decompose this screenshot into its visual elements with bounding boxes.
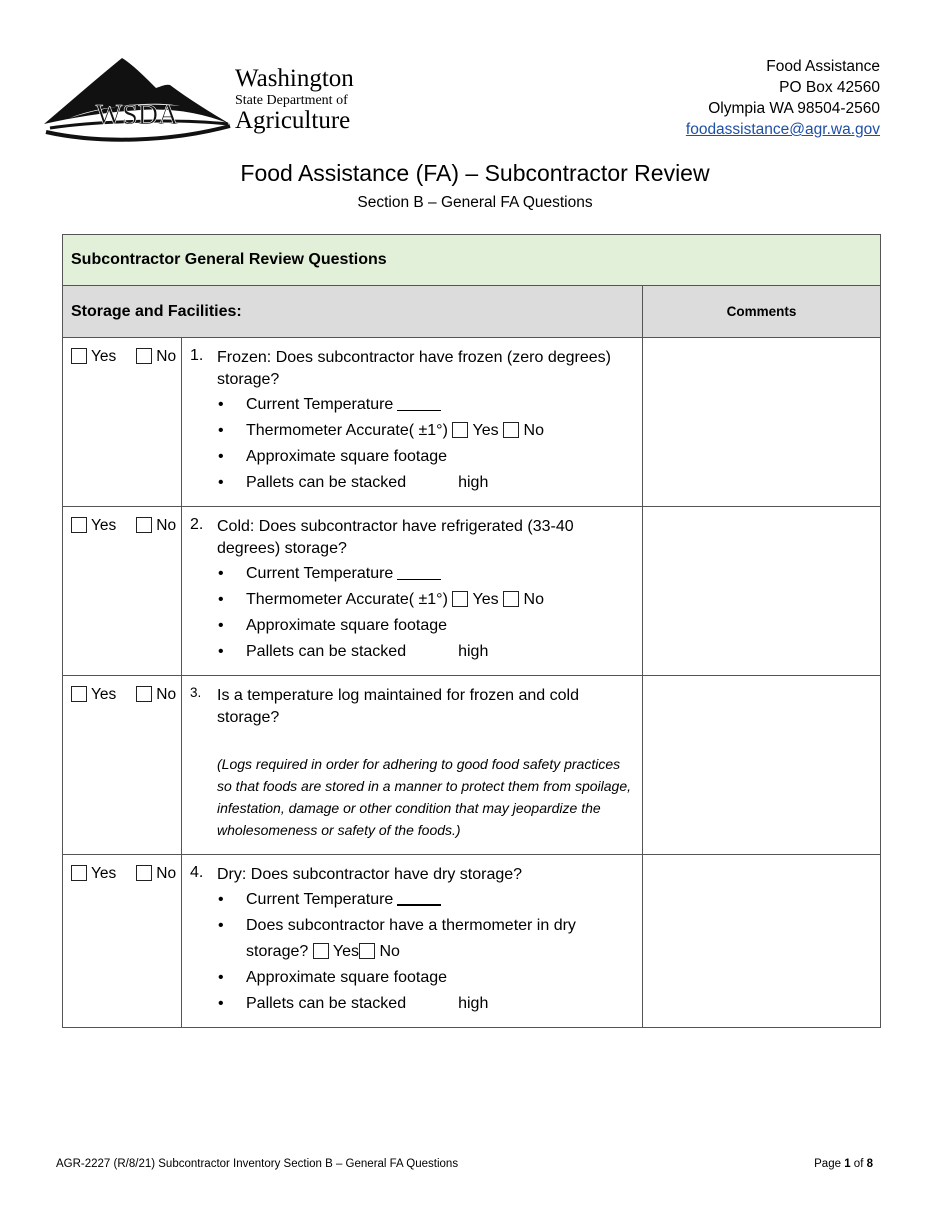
- question-text: Frozen: Does subcontractor have frozen (zero degrees) storage?: [217, 349, 611, 388]
- question-number: 4.: [190, 864, 204, 881]
- page-prefix: Page: [814, 1158, 841, 1170]
- thermometer-yes-checkbox[interactable]: [452, 591, 468, 607]
- thermometer-yes-checkbox[interactable]: [313, 943, 329, 959]
- wsda-logo: [40, 52, 370, 142]
- page-of: of: [853, 1158, 864, 1170]
- temperature-blank[interactable]: [397, 889, 441, 906]
- thermometer-no-checkbox[interactable]: [359, 943, 375, 959]
- question-row: [63, 338, 881, 507]
- question-number: 2.: [190, 516, 204, 533]
- comments-cell[interactable]: [643, 338, 881, 507]
- review-table: [62, 234, 881, 1028]
- thermometer-no-checkbox[interactable]: [503, 591, 519, 607]
- no-label: No: [379, 943, 400, 960]
- pallets-label: Pallets can be stacked: [246, 995, 407, 1012]
- page-subtitle: Section B – General FA Questions: [357, 194, 593, 211]
- no-checkbox[interactable]: [136, 517, 152, 533]
- no-label: No: [156, 686, 177, 703]
- question-text: Is a temperature log maintained for frozen and cold storage?: [217, 687, 579, 726]
- address-city: Olympia WA 98504-2560: [708, 100, 880, 117]
- section-header: Subcontractor General Review Questions: [63, 235, 881, 286]
- question-note: (Logs required in order for adhering to good food safety practices so that foods are stored in a manner to protect them from spoilage, infestation, damage or other condition that may jeopardize the wholesomeness or safety of the foods.): [217, 756, 631, 838]
- no-checkbox[interactable]: [136, 865, 152, 881]
- pallets-label: Pallets can be stacked: [246, 474, 407, 491]
- yes-checkbox[interactable]: [71, 686, 87, 702]
- yes-label: Yes: [91, 348, 117, 365]
- thermometer-yes-checkbox[interactable]: [452, 422, 468, 438]
- email-link[interactable]: foodassistance@agr.wa.gov: [685, 121, 880, 138]
- question-bullets: • Current Temperature • Thermometer Accurate( ±1°) Yes No • Approximate square footage • Pallets can be stacked high: [218, 565, 544, 660]
- page-number: [814, 1158, 873, 1170]
- yes-no-group: [63, 507, 182, 676]
- question-text: Cold: Does subcontractor have refrigerated (33-40 degrees) storage?: [217, 518, 574, 557]
- temperature-label: Current Temperature: [246, 891, 394, 908]
- storage-facilities-header: Storage and Facilities:: [63, 286, 643, 338]
- yes-checkbox[interactable]: [71, 348, 87, 364]
- no-label: No: [156, 348, 177, 365]
- address-org: Food Assistance: [766, 58, 880, 75]
- no-label: No: [523, 422, 544, 439]
- temperature-label: Current Temperature: [246, 565, 394, 582]
- pallets-suffix: high: [458, 474, 489, 491]
- logo-washington: Washington: [235, 65, 354, 92]
- yes-label: Yes: [91, 517, 117, 534]
- question-row: [63, 507, 881, 676]
- comments-cell[interactable]: [643, 507, 881, 676]
- yes-label: Yes: [332, 943, 359, 960]
- question-cell: [182, 855, 643, 1028]
- question-row: [63, 855, 881, 1028]
- thermometer-label: Does subcontractor have a thermometer in dry storage?: [246, 917, 576, 960]
- yes-no-group: [63, 676, 182, 855]
- yes-label: Yes: [472, 591, 499, 608]
- sqft-label: Approximate square footage: [246, 448, 448, 465]
- yes-label: Yes: [472, 422, 499, 439]
- no-checkbox[interactable]: [136, 686, 152, 702]
- no-label: No: [156, 517, 177, 534]
- svg-text:WSDA: WSDA: [95, 100, 179, 131]
- question-number: 3.: [190, 685, 202, 700]
- question-cell: [182, 338, 643, 507]
- form-id: AGR-2227 (R/8/21) Subcontractor Inventory Section B – General FA Questions: [56, 1158, 459, 1170]
- comments-cell[interactable]: [643, 676, 881, 855]
- sqft-label: Approximate square footage: [246, 969, 448, 986]
- question-cell: [182, 507, 643, 676]
- temperature-blank[interactable]: [397, 564, 441, 580]
- address-po-box: PO Box 42560: [779, 79, 880, 96]
- logo-state-department: State Department of: [235, 93, 348, 108]
- temperature-label: Current Temperature: [246, 396, 394, 413]
- yes-checkbox[interactable]: [71, 865, 87, 881]
- sqft-label: Approximate square footage: [246, 617, 448, 634]
- yes-label: Yes: [91, 686, 117, 703]
- no-label: No: [523, 591, 544, 608]
- comments-header: Comments: [643, 286, 881, 338]
- page-total: 8: [866, 1158, 873, 1170]
- thermometer-label: Thermometer Accurate( ±1°): [246, 591, 448, 608]
- no-checkbox[interactable]: [136, 348, 152, 364]
- pallets-suffix: high: [458, 995, 489, 1012]
- yes-no-group: [63, 855, 182, 1028]
- pallets-label: Pallets can be stacked: [246, 643, 407, 660]
- temperature-blank[interactable]: [397, 395, 441, 411]
- no-label: No: [156, 865, 177, 882]
- logo-agriculture: Agriculture: [235, 107, 351, 134]
- yes-checkbox[interactable]: [71, 517, 87, 533]
- comments-cell[interactable]: [643, 855, 881, 1028]
- mountain-logo-icon: [40, 52, 235, 142]
- pallets-suffix: high: [458, 643, 489, 660]
- page-current: 1: [844, 1158, 851, 1170]
- yes-label: Yes: [91, 865, 117, 882]
- yes-no-group: [63, 338, 182, 507]
- thermometer-no-checkbox[interactable]: [503, 422, 519, 438]
- page-title: Food Assistance (FA) – Subcontractor Review: [240, 160, 710, 186]
- question-bullets: • Current Temperature • Does subcontractor have a thermometer in dry storage? Yes No • Approximate square footage • Pallets can be stacked high: [218, 891, 576, 1012]
- address-block: [686, 56, 880, 140]
- question-number: 1.: [190, 347, 204, 364]
- question-text: Dry: Does subcontractor have dry storage?: [217, 866, 523, 883]
- thermometer-label: Thermometer Accurate( ±1°): [246, 422, 448, 439]
- question-bullets: • Current Temperature • Thermometer Accurate( ±1°) Yes No • Approximate square footage • Pallets can be stacked high: [218, 396, 544, 491]
- question-row: [63, 676, 881, 855]
- question-cell: [182, 676, 643, 855]
